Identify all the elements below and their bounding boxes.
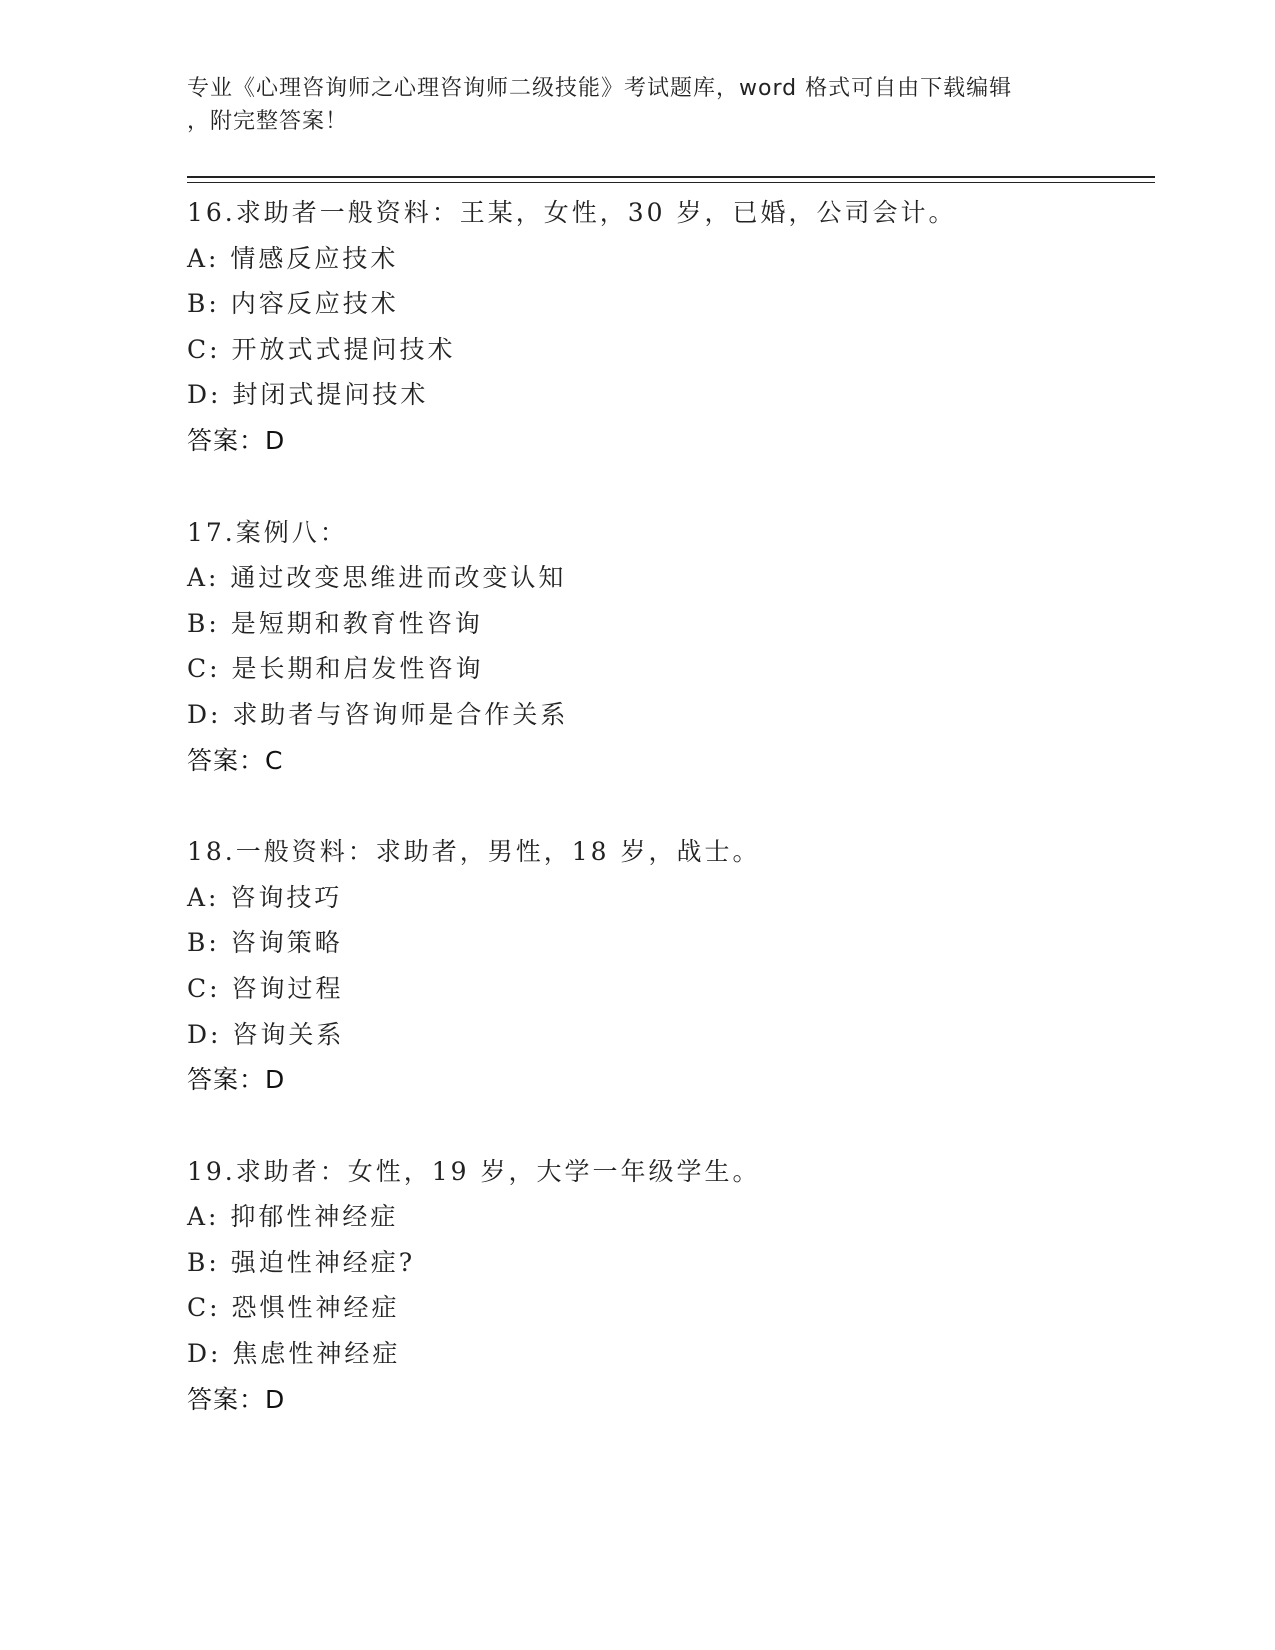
question-stem: 16.求助者一般资料：王某，女性，30 岁，已婚，公司会计。 <box>187 198 957 227</box>
answer: 答案：D <box>187 1065 286 1095</box>
option-c: C: 开放式式提问技术 <box>187 334 456 364</box>
option-c: C: 咨询过程 <box>187 973 344 1003</box>
answer: 答案：D <box>187 1384 286 1414</box>
option-c: C: 是长期和启发性咨询 <box>187 654 484 684</box>
option-a: A: 咨询技巧 <box>187 882 343 912</box>
option-b: B: 咨询策略 <box>187 928 343 958</box>
header-divider-thin <box>187 182 1155 183</box>
option-d: D: 封闭式提问技术 <box>187 380 429 410</box>
option-b: B: 是短期和教育性咨询 <box>187 608 483 638</box>
question-list <box>187 190 1155 1468</box>
question-18 <box>187 829 1155 1103</box>
question-stem: 19.求助者：女性，19 岁，大学一年级学生。 <box>187 1156 761 1186</box>
answer: 答案：C <box>187 745 284 775</box>
document-header <box>187 72 1067 138</box>
question-16 <box>187 190 1155 464</box>
header-divider-thick <box>187 176 1155 178</box>
option-b: B: 内容反应技术 <box>187 289 399 319</box>
question-17 <box>187 510 1155 784</box>
header-line-1: 专业《心理咨询师之心理咨询师二级技能》考试题库，word 格式可自由下载编辑 <box>187 76 1013 101</box>
option-a: A: 情感反应技术 <box>187 243 399 273</box>
question-stem: 17.案例八： <box>187 517 348 547</box>
question-19 <box>187 1149 1155 1423</box>
option-a: A: 通过改变思维进而改变认知 <box>187 563 567 593</box>
header-line-2: ，附完整答案！ <box>187 109 349 134</box>
option-c: C: 恐惧性神经症 <box>187 1293 400 1323</box>
option-d: D: 咨询关系 <box>187 1019 345 1049</box>
option-d: D: 焦虑性神经症 <box>187 1339 401 1369</box>
question-stem: 18.一般资料：求助者，男性，18 岁，战士。 <box>187 837 761 867</box>
option-d: D: 求助者与咨询师是合作关系 <box>187 699 569 729</box>
answer: 答案：D <box>187 425 286 455</box>
option-a: A: 抑郁性神经症 <box>187 1202 399 1232</box>
option-b: B: 强迫性神经症? <box>187 1247 416 1277</box>
